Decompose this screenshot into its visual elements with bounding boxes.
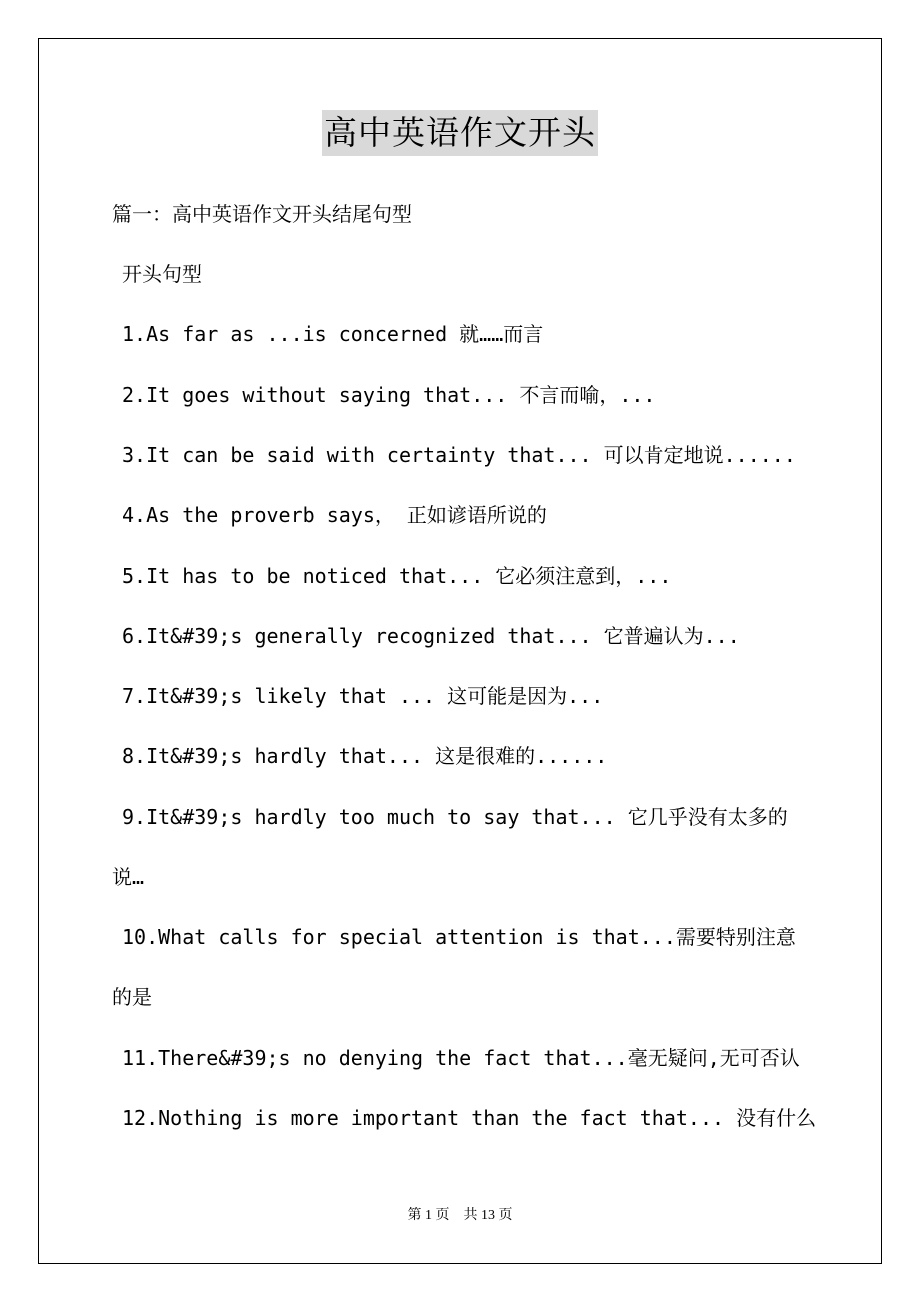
page-footer: [0, 1206, 920, 1226]
title-container: [0, 110, 920, 156]
sentence-line-3: 3.It can be said with certainty that... 可以肯定地说......: [122, 443, 796, 467]
sentence-line-12: 12.Nothing is more important than the fact that... 没有什么: [122, 1106, 817, 1130]
sentence-line-10: 10.What calls for special attention is that...需要特别注意: [122, 925, 796, 949]
sentence-line-5: 5.It has to be noticed that... 它必须注意到，...: [122, 564, 672, 588]
sentence-line-11: 11.There&#39;s no denying the fact that...毫无疑问,无可否认: [122, 1046, 800, 1070]
document-title: 高中英语作文开头: [322, 110, 598, 156]
page-total: 共 13 页: [463, 1208, 513, 1223]
sentence-line-2: 2.It goes without saying that... 不言而喻，...: [122, 383, 656, 407]
sentence-line-9-continued: 说…: [112, 865, 145, 889]
sentence-line-9: 9.It&#39;s hardly too much to say that... 它几乎没有太多的: [122, 805, 788, 829]
subheading: 开头句型: [122, 262, 202, 286]
page-number: 第 1 页: [407, 1208, 450, 1223]
section-heading: 篇一：高中英语作文开头结尾句型: [112, 202, 412, 226]
sentence-line-1: 1.As far as ...is concerned 就……而言: [122, 322, 544, 346]
sentence-line-4: 4.As the proverb says， 正如谚语所说的: [122, 503, 547, 527]
sentence-line-10-continued: 的是: [112, 985, 152, 1009]
sentence-line-8: 8.It&#39;s hardly that... 这是很难的......: [122, 744, 608, 768]
sentence-line-6: 6.It&#39;s generally recognized that... 它普遍认为...: [122, 624, 740, 648]
sentence-line-7: 7.It&#39;s likely that ... 这可能是因为...: [122, 684, 604, 708]
